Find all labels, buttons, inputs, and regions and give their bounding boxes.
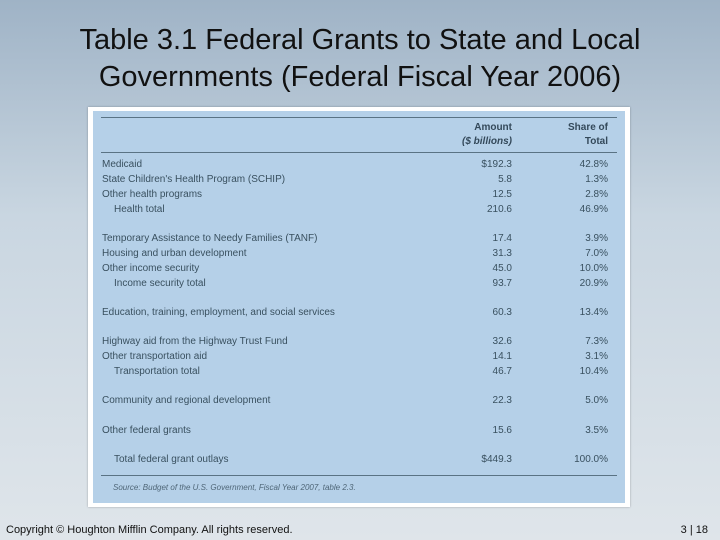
table-row-total [93,453,625,467]
row-label: Other income security [102,263,200,274]
table-frame [88,107,630,507]
page-number: 3 | 18 [680,524,708,536]
table-row-subtotal [93,365,625,379]
amount-header-line-2: ($ billions) [462,136,512,147]
table-row-subtotal [93,277,625,291]
row-share: 13.4% [579,307,608,318]
row-amount: 60.3 [492,307,512,318]
copyright-text: Copyright © Houghton Mifflin Company. All rights reserved. [6,524,293,536]
table-row [93,247,625,261]
row-amount: 93.7 [492,278,512,289]
row-share: 7.3% [585,336,608,347]
row-label: Total federal grant outlays [114,454,229,465]
table-row [93,262,625,276]
row-label: Medicaid [102,159,143,170]
row-label: Highway aid from the Highway Trust Fund [102,336,288,347]
row-share: 42.8% [579,159,608,170]
table-row [93,350,625,364]
row-amount: 46.7 [492,366,512,377]
row-share: 10.4% [579,366,608,377]
row-share: 3.1% [585,351,608,362]
grants-table [93,111,625,503]
title-line-1: Table 3.1 Federal Grants to State and Local [79,24,641,56]
table-row [93,158,625,172]
table-row [93,232,625,246]
row-share: 2.8% [585,189,608,200]
row-label: Transportation total [114,366,200,377]
row-share: 1.3% [585,174,608,185]
row-share: 5.0% [585,395,608,406]
share-header-line-1: Share of [567,122,608,133]
header-bottom-rule [101,152,617,153]
row-label: Community and regional development [102,395,271,406]
table-row [93,188,625,202]
row-amount: 31.3 [492,248,512,259]
table-row-subtotal [93,203,625,217]
row-label: Income security total [114,278,206,289]
row-amount: 45.0 [492,263,512,274]
share-header-line-2: Total [584,136,608,147]
row-label: Temporary Assistance to Needy Families (TANF) [102,233,318,244]
table-row [93,394,625,408]
row-amount: 5.8 [498,174,512,185]
row-label: Other transportation aid [102,351,208,362]
row-share: 7.0% [585,248,608,259]
row-label: Health total [114,204,165,215]
amount-header-line-1: Amount [474,122,512,133]
row-amount: 22.3 [492,395,512,406]
row-share: 100.0% [574,454,608,465]
table-row [93,335,625,349]
slide-title [20,22,700,96]
row-amount: 12.5 [492,189,512,200]
table-source-note: Source: Budget of the U.S. Government, Fiscal Year 2007, table 2.3. [113,483,356,492]
row-share: 46.9% [579,204,608,215]
row-amount: 14.1 [492,351,512,362]
row-share: 3.9% [585,233,608,244]
table-row [93,306,625,320]
column-header-share [568,121,608,149]
row-share: 10.0% [579,263,608,274]
row-amount: $192.3 [481,159,512,170]
row-amount: 32.6 [492,336,512,347]
table-bottom-rule [101,475,617,476]
row-amount: 15.6 [492,425,512,436]
column-header-amount [462,121,512,149]
row-label: Education, training, employment, and social services [102,307,335,318]
title-line-2: Governments (Federal Fiscal Year 2006) [98,61,622,93]
row-label: Housing and urban development [102,248,247,259]
header-top-rule [101,117,617,118]
table-row [93,424,625,438]
row-amount: 210.6 [486,204,512,215]
row-share: 20.9% [579,278,608,289]
row-share: 3.5% [585,425,608,436]
row-label: State Children's Health Program (SCHIP) [102,174,286,185]
row-amount: $449.3 [481,454,512,465]
row-label: Other health programs [102,189,203,200]
row-label: Other federal grants [102,425,191,436]
row-amount: 17.4 [492,233,512,244]
table-row [93,173,625,187]
